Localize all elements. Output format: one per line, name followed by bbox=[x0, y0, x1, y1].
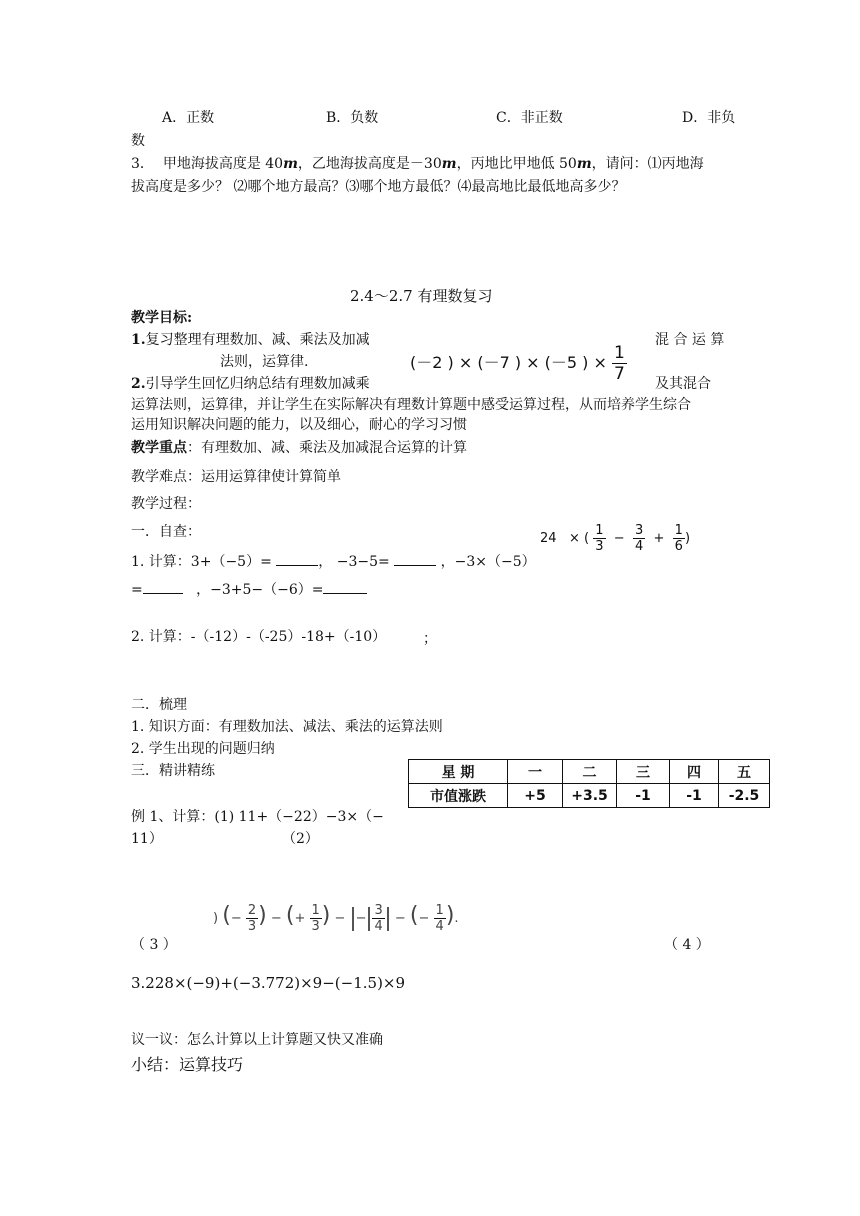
table-header-row bbox=[409, 760, 770, 784]
option-d: D．非负 bbox=[682, 110, 736, 126]
example-1-line1: 例 1、计算：(1) 11+（−22）−3×（− bbox=[131, 809, 384, 825]
table-cell: -1 bbox=[670, 784, 719, 808]
example-1-part2-label: （2） bbox=[282, 831, 319, 847]
goal-2-line3: 运用知识解决问题的能力，以及细心，耐心的学习习惯 bbox=[131, 417, 467, 433]
item2-semicolon: ； bbox=[423, 631, 437, 647]
table-header-cell: 一 bbox=[508, 760, 563, 784]
option-d-tail: 数 bbox=[131, 133, 145, 149]
option-c: C．非正数 bbox=[496, 110, 563, 126]
self-check-heading: 一．自查： bbox=[131, 524, 201, 540]
table-header-cell: 三 bbox=[617, 760, 670, 784]
table-header-cell: 五 bbox=[719, 760, 770, 784]
self-check-item1: 1. 计算：3+（−5）= ， −3−5= ，−3×（−5） bbox=[131, 551, 536, 571]
goal-2: 2.引导学生回忆归纳总结有理数加减乘 bbox=[131, 376, 370, 392]
process-heading: 教学过程： bbox=[131, 496, 201, 512]
table-cell: +3.5 bbox=[563, 784, 617, 808]
summary: 小结：运算技巧 bbox=[131, 1055, 244, 1074]
goal-2-line2: 运算法则，运算律，并让学生在实际解决有理数计算题中感受运算过程，从而培养学生综合 bbox=[131, 397, 691, 413]
difficulty: 教学难点：运用运算律使计算简单 bbox=[131, 469, 341, 485]
question-3-line2: 拔高度是多少？ ⑵哪个地方最高？⑶哪个地方最低？⑷最高地比最低地高多少？ bbox=[131, 179, 626, 195]
discussion: 议一议：怎么计算以上计算题又快又准确 bbox=[131, 1032, 383, 1048]
answer-blank[interactable] bbox=[394, 551, 436, 566]
goal-1-right: 混 合 运 算 bbox=[655, 332, 725, 348]
goal-1: 1.复习整理有理数加、减、乘法及加减 bbox=[131, 332, 370, 348]
table-cell: +5 bbox=[508, 784, 563, 808]
example-3-expression: ) (− $\frac{2}{3}$ ) − (+ $\frac{1}{3}$ ) − − $\frac{3}{4}$ − (− $\frac{1}{4}$ ). bbox=[213, 903, 459, 934]
table-row-label: 市值涨跌 bbox=[409, 784, 508, 808]
goals-heading: 教学目标: bbox=[131, 310, 193, 326]
table-header-cell: 二 bbox=[563, 760, 617, 784]
expression-24: 24 × ( $\frac{1}{3}$ − $\frac{3}{4}$ + $\frac{1}{6}$ ) bbox=[540, 523, 691, 554]
answer-blank[interactable] bbox=[143, 579, 183, 594]
self-check-item1-cont: = ，−3+5−（−6）= bbox=[131, 579, 367, 599]
example-4-label: （ 4 ） bbox=[664, 937, 710, 953]
key-point: 教学重点：有理数加、减、乘法及加减混合运算的计算 bbox=[131, 440, 467, 456]
table-header-cell: 四 bbox=[670, 760, 719, 784]
market-change-table bbox=[408, 759, 770, 808]
table-row bbox=[409, 784, 770, 808]
example-4-expression: 3.228×(−9)+(−3.772)×9−(−1.5)×9 bbox=[131, 974, 406, 992]
table-cell: -2.5 bbox=[719, 784, 770, 808]
self-check-item2: 2. 计算：-（-12）-（-25）-18+（-10） bbox=[131, 629, 387, 645]
option-b: B．负数 bbox=[326, 110, 379, 126]
question-3-line1: 3． 甲地海拔高度是 40m，乙地海拔高度是－30m，丙地比甲地低 50m，请问：⑴丙地海 bbox=[131, 156, 704, 172]
example-1-line2a: 11） bbox=[131, 831, 163, 847]
table-cell: -1 bbox=[617, 784, 670, 808]
answer-blank[interactable] bbox=[276, 551, 318, 566]
product-expression: (－2 ) × (－7 ) × (－5 ) × $\frac{1}{7}$ bbox=[410, 343, 625, 384]
review-item1: 1. 知识方面：有理数加法、减法、乘法的运算法则 bbox=[131, 719, 443, 735]
goal-1-line2: 法则，运算律. bbox=[220, 354, 309, 370]
lecture-heading: 三．精讲精练 bbox=[131, 763, 215, 779]
table-header-cell: 星 期 bbox=[409, 760, 508, 784]
answer-blank[interactable] bbox=[323, 579, 367, 594]
example-3-label: （ 3 ） bbox=[131, 937, 177, 953]
review-item2: 2. 学生出现的问题归纳 bbox=[131, 741, 275, 757]
goal-2-right: 及其混合 bbox=[655, 376, 711, 392]
review-heading: 二．梳理 bbox=[131, 697, 187, 713]
lesson-title: 2.4～2.7 有理数复习 bbox=[350, 287, 493, 305]
option-a: A．正数 bbox=[162, 110, 215, 126]
